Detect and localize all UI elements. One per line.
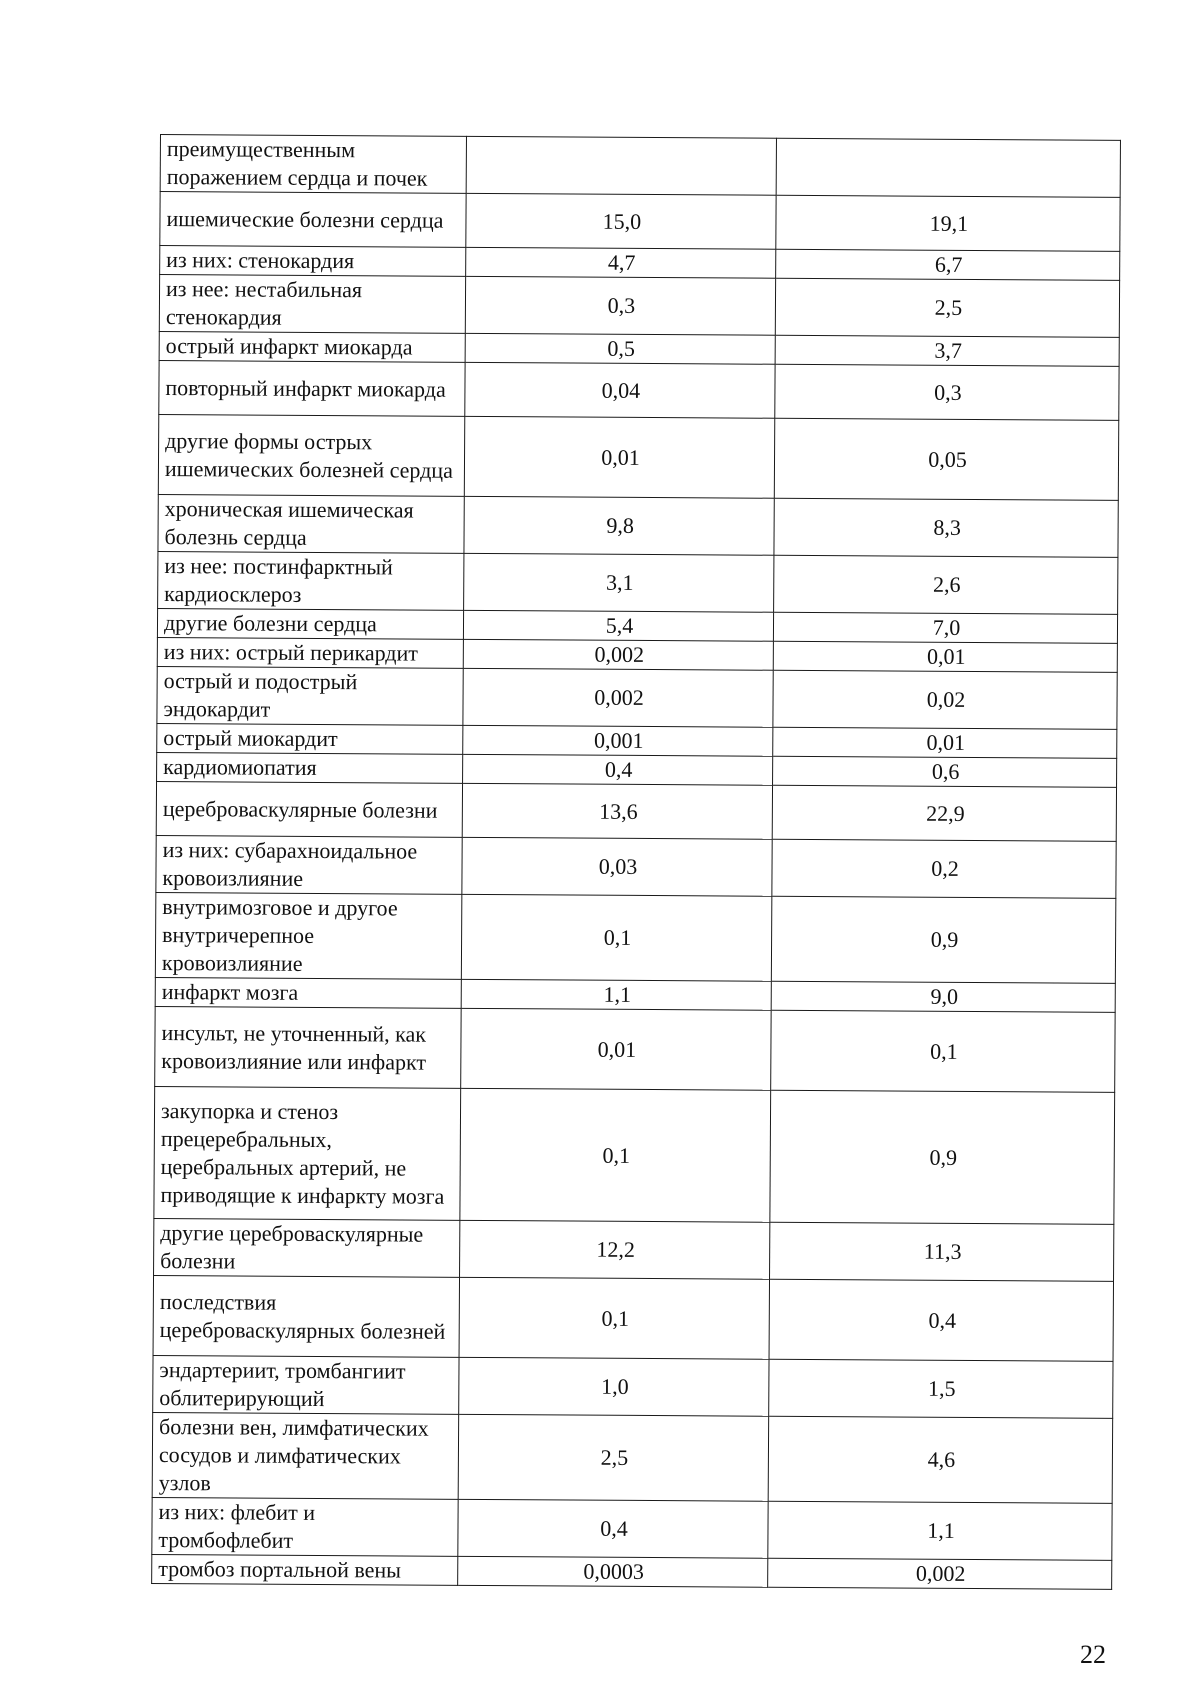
value-col-1: 3,1 <box>464 553 774 612</box>
row-label: другие болезни сердца <box>157 608 463 639</box>
table-row <box>156 835 1116 898</box>
value-col-2: 0,2 <box>772 839 1116 898</box>
row-label: острый миокардит <box>157 723 463 754</box>
value-col-2: 0,002 <box>768 1558 1112 1589</box>
value-col-2: 6,7 <box>776 249 1120 280</box>
table-row <box>158 494 1118 557</box>
value-col-2: 0,9 <box>770 1090 1115 1224</box>
value-col-1: 0,4 <box>463 754 773 785</box>
value-col-1: 0,4 <box>458 1499 768 1558</box>
value-col-1: 15,0 <box>466 193 776 249</box>
table-row <box>159 275 1119 338</box>
value-col-1: 0,5 <box>465 333 775 364</box>
row-label: другие цереброваскулярные болезни <box>154 1218 460 1277</box>
value-col-2: 4,6 <box>768 1416 1113 1503</box>
table-row <box>157 666 1117 729</box>
row-label: из них: флебит и тромбофлебит <box>152 1497 458 1556</box>
row-label: преимущественным поражением сердца и почек <box>160 135 466 194</box>
table-row <box>152 1497 1112 1560</box>
row-label: из нее: постинфарктный кардиосклероз <box>158 551 464 610</box>
table-row <box>154 1218 1114 1281</box>
value-col-2: 0,02 <box>773 670 1117 729</box>
row-label: инфаркт мозга <box>155 977 461 1008</box>
row-label: внутримозговое и другое внутричерепное кровоизлияние <box>155 892 462 979</box>
value-col-2: 0,6 <box>773 756 1117 787</box>
value-col-1: 0,04 <box>465 362 775 418</box>
table-row <box>159 360 1119 420</box>
value-col-2: 0,9 <box>771 896 1116 983</box>
row-label: тромбоз портальной вены <box>152 1554 458 1585</box>
table-row <box>153 1275 1113 1361</box>
value-col-2: 0,3 <box>775 364 1119 420</box>
table-row <box>155 1006 1115 1092</box>
row-label: цереброваскулярные болезни <box>156 781 462 837</box>
table-row <box>160 135 1120 198</box>
value-col-2: 1,1 <box>768 1501 1112 1560</box>
row-label: из них: острый перикардит <box>157 637 463 668</box>
row-label: из нее: нестабильная стенокардия <box>159 275 465 334</box>
row-label: из них: стенокардия <box>160 246 466 277</box>
row-label: эндартериит, тромбангиит облитерирующий <box>153 1355 459 1414</box>
row-label: повторный инфаркт миокарда <box>159 360 465 416</box>
table-row <box>152 1554 1112 1589</box>
value-col-2: 9,0 <box>771 981 1115 1012</box>
value-col-1 <box>466 136 776 195</box>
table-row <box>152 1412 1113 1503</box>
value-col-2: 11,3 <box>770 1222 1114 1281</box>
row-label: болезни вен, лимфатических сосудов и лимфатических узлов <box>152 1412 459 1499</box>
page-number: 22 <box>1080 1640 1106 1669</box>
row-label: из них: субарахноидальное кровоизлияние <box>156 835 462 894</box>
value-col-1: 0,002 <box>463 668 773 727</box>
value-col-1: 0,1 <box>460 1088 771 1222</box>
row-label: другие формы острых ишемических болезней сердца <box>158 414 464 496</box>
value-col-1: 1,1 <box>461 979 771 1010</box>
value-col-1: 0,01 <box>464 416 774 498</box>
row-label: последствия цереброваскулярных болезней <box>153 1275 459 1357</box>
value-col-1: 4,7 <box>466 247 776 278</box>
value-col-1: 2,5 <box>458 1414 769 1501</box>
value-col-1: 13,6 <box>462 783 772 839</box>
value-col-1: 9,8 <box>464 496 774 555</box>
row-label: ишемические болезни сердца <box>160 192 466 248</box>
value-col-1: 0,001 <box>463 725 773 756</box>
table-row <box>154 1086 1115 1224</box>
value-col-1: 0,1 <box>459 1277 769 1359</box>
value-col-2: 0,01 <box>773 727 1117 758</box>
table-row <box>156 781 1116 841</box>
value-col-1: 0,3 <box>465 276 775 335</box>
value-col-1: 0,01 <box>461 1008 771 1090</box>
value-col-2: 3,7 <box>775 335 1119 366</box>
table-row <box>160 192 1120 252</box>
row-label: кардиомиопатия <box>157 752 463 783</box>
value-col-2: 0,05 <box>774 418 1118 500</box>
value-col-2: 2,5 <box>775 278 1119 337</box>
table-row <box>153 1355 1113 1418</box>
value-col-2 <box>776 138 1120 197</box>
value-col-2: 8,3 <box>774 498 1118 557</box>
row-label: хроническая ишемическая болезнь сердца <box>158 494 464 553</box>
value-col-1: 0,03 <box>462 837 772 896</box>
value-col-2: 19,1 <box>776 195 1120 251</box>
table-body <box>152 135 1121 1590</box>
value-col-2: 22,9 <box>772 785 1116 841</box>
table-row <box>158 551 1118 614</box>
value-col-2: 7,0 <box>773 612 1117 643</box>
row-label: закупорка и стеноз прецеребральных, церебральных артерий, не приводящие к инфаркту мозга <box>154 1086 461 1220</box>
table-row <box>158 414 1118 500</box>
table-row <box>155 892 1116 983</box>
value-col-2: 0,4 <box>769 1279 1113 1361</box>
value-col-1: 5,4 <box>463 610 773 641</box>
statistics-table <box>151 134 1121 1590</box>
value-col-2: 1,5 <box>769 1359 1113 1418</box>
row-label: инсульт, не уточненный, как кровоизлияние или инфаркт <box>155 1006 461 1088</box>
value-col-1: 12,2 <box>460 1220 770 1279</box>
value-col-1: 0,002 <box>463 639 773 670</box>
value-col-2: 0,1 <box>771 1010 1115 1092</box>
row-label: острый и подострый эндокардит <box>157 666 463 725</box>
value-col-1: 1,0 <box>459 1357 769 1416</box>
value-col-2: 2,6 <box>774 555 1118 614</box>
value-col-1: 0,0003 <box>458 1556 768 1587</box>
value-col-2: 0,01 <box>773 641 1117 672</box>
row-label: острый инфаркт миокарда <box>159 331 465 362</box>
value-col-1: 0,1 <box>461 894 772 981</box>
